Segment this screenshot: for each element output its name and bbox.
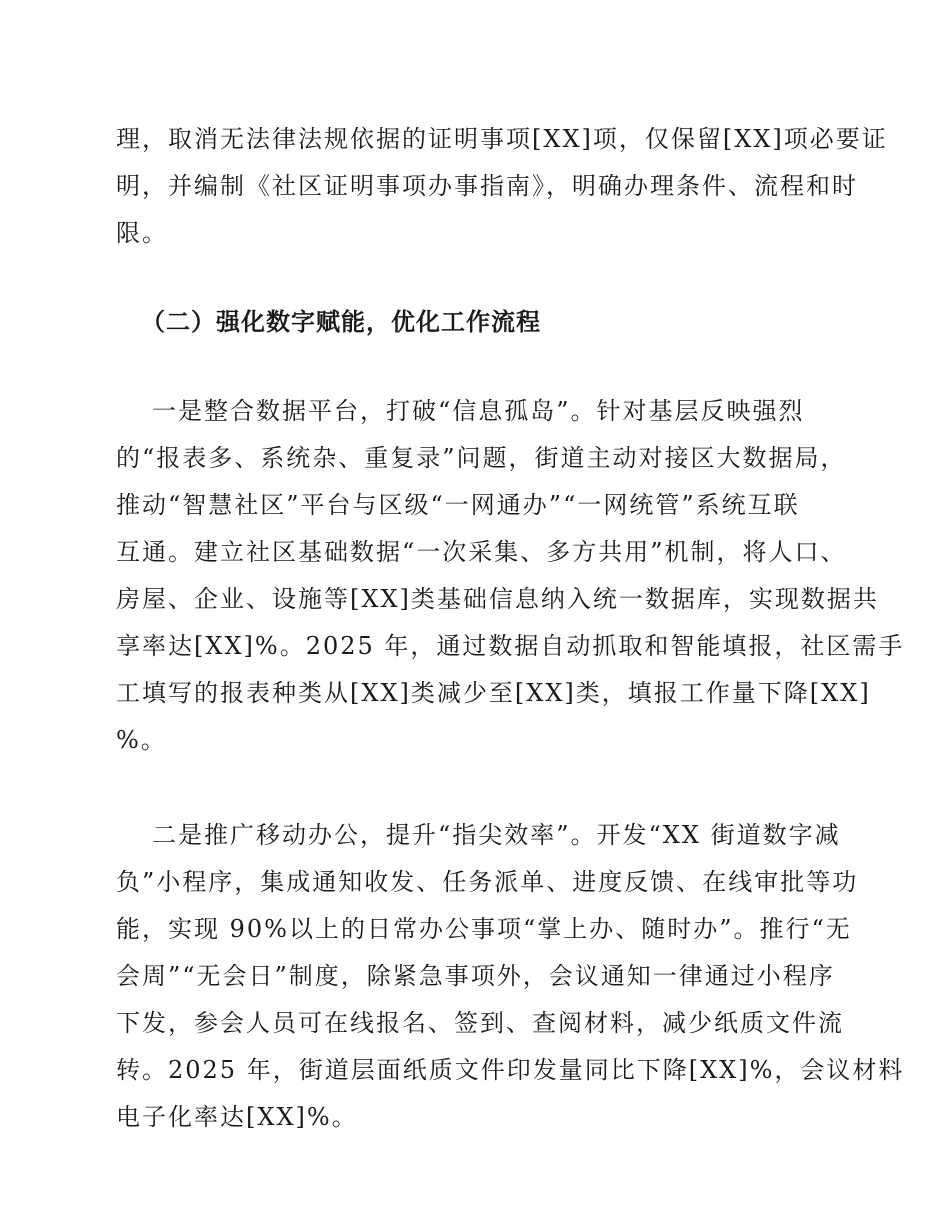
- text-line: 理，取消无法律法规依据的证明事项[XX]项，仅保留[XX]项必要证: [116, 125, 888, 153]
- text-line: 的“报表多、系统杂、重复录”问题，街道主动对接区大数据局，: [116, 444, 847, 472]
- text-line: 会周”“无会日”制度，除紧急事项外，会议通知一律通过小程序: [116, 962, 835, 990]
- section-heading: （二）强化数字赋能，优化工作流程: [141, 307, 541, 336]
- text-line: 享率达[XX]%。2025 年，通过数据自动抓取和智能填报，社区需手: [116, 632, 905, 660]
- text-line: 下发，参会人员可在线报名、签到、查阅材料，减少纸质文件流: [116, 1009, 844, 1037]
- text-line: 推动“智慧社区”平台与区级“一网通办”“一网统管”系统互联: [116, 491, 800, 519]
- text-line: 能，实现 90%以上的日常办公事项“掌上办、随时办”。推行“无: [116, 915, 852, 943]
- text-line: 电子化率达[XX]%。: [116, 1103, 358, 1131]
- text-line: 二是推广移动办公，提升“指尖效率”。开发“XX 街道数字减: [152, 821, 841, 849]
- text-line: 工填写的报表种类从[XX]类减少至[XX]类，填报工作量下降[XX]: [116, 679, 871, 707]
- text-line: %。: [116, 726, 167, 754]
- text-line: 明，并编制《社区证明事项办事指南》，明确办理条件、流程和时: [116, 172, 858, 200]
- text-line: 限。: [116, 219, 168, 247]
- text-line: 互通。建立社区基础数据“一次采集、多方共用”机制，将人口、: [116, 538, 847, 566]
- text-line: 房屋、企业、设施等[XX]类基础信息纳入统一数据库，实现数据共: [116, 585, 879, 613]
- text-line: 一是整合数据平台，打破“信息孤岛”。针对基层反映强烈: [152, 397, 805, 425]
- text-line: 负”小程序，集成通知收发、任务派单、进度反馈、在线审批等功: [116, 868, 859, 896]
- text-line: 转。2025 年，街道层面纸质文件印发量同比下降[XX]%，会议材料: [116, 1056, 905, 1084]
